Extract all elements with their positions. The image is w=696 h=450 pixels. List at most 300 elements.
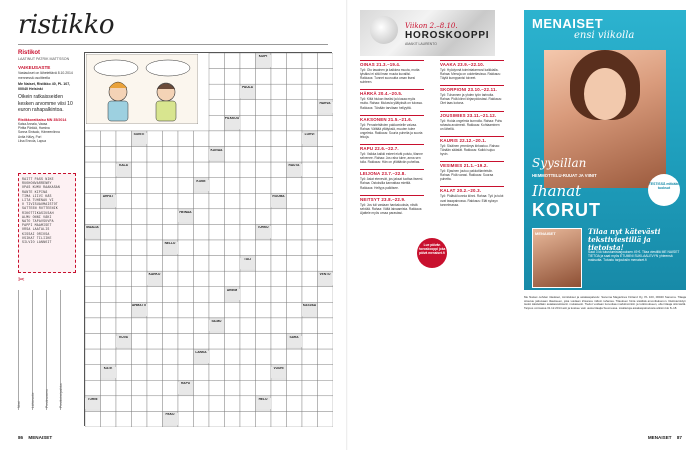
grid-cell[interactable] <box>302 69 318 85</box>
grid-cell[interactable] <box>256 240 272 256</box>
grid-cell[interactable] <box>271 349 287 365</box>
grid-cell[interactable] <box>287 411 303 427</box>
grid-cell[interactable] <box>302 115 318 131</box>
grid-cell[interactable] <box>116 209 132 225</box>
grid-cell[interactable] <box>271 115 287 131</box>
grid-cell[interactable] <box>256 380 272 396</box>
grid-cell[interactable] <box>132 256 148 272</box>
grid-cell[interactable] <box>240 240 256 256</box>
grid-cell[interactable] <box>318 318 334 334</box>
grid-cell[interactable] <box>287 209 303 225</box>
grid-cell[interactable] <box>147 380 163 396</box>
grid-cell[interactable] <box>209 334 225 350</box>
grid-cell[interactable] <box>256 178 272 194</box>
grid-cell[interactable] <box>178 349 194 365</box>
grid-cell[interactable] <box>116 178 132 194</box>
grid-cell[interactable] <box>287 287 303 303</box>
grid-cell[interactable] <box>147 318 163 334</box>
grid-cell[interactable] <box>256 334 272 350</box>
grid-cell[interactable] <box>101 178 117 194</box>
grid-cell[interactable] <box>178 302 194 318</box>
grid-cell[interactable] <box>116 271 132 287</box>
grid-cell[interactable] <box>256 193 272 209</box>
grid-cell[interactable] <box>287 115 303 131</box>
grid-cell[interactable] <box>116 396 132 412</box>
grid-cell[interactable] <box>101 271 117 287</box>
grid-cell[interactable] <box>209 365 225 381</box>
grid-cell[interactable] <box>147 131 163 147</box>
grid-cell[interactable] <box>256 302 272 318</box>
grid-cell[interactable] <box>132 411 148 427</box>
grid-cell[interactable] <box>194 396 210 412</box>
grid-cell[interactable] <box>209 100 225 116</box>
grid-cell[interactable] <box>318 365 334 381</box>
grid-cell[interactable] <box>209 224 225 240</box>
grid-cell[interactable] <box>225 131 241 147</box>
grid-cell[interactable] <box>178 131 194 147</box>
grid-cell[interactable] <box>240 193 256 209</box>
form-field[interactable] <box>60 290 68 410</box>
grid-cell[interactable] <box>194 131 210 147</box>
grid-cell[interactable] <box>209 209 225 225</box>
grid-cell[interactable] <box>256 131 272 147</box>
grid-cell[interactable] <box>163 271 179 287</box>
grid-cell[interactable] <box>147 287 163 303</box>
grid-cell[interactable] <box>194 287 210 303</box>
grid-cell[interactable] <box>240 334 256 350</box>
grid-cell[interactable] <box>240 147 256 163</box>
grid-cell[interactable] <box>116 318 132 334</box>
grid-cell[interactable] <box>101 224 117 240</box>
grid-cell[interactable] <box>271 224 287 240</box>
grid-cell[interactable] <box>256 411 272 427</box>
grid-cell[interactable] <box>101 396 117 412</box>
grid-cell[interactable] <box>271 256 287 272</box>
grid-cell[interactable] <box>178 256 194 272</box>
grid-cell[interactable] <box>101 411 117 427</box>
grid-cell[interactable] <box>194 256 210 272</box>
grid-cell[interactable] <box>147 224 163 240</box>
grid-cell[interactable] <box>116 365 132 381</box>
grid-cell[interactable] <box>225 302 241 318</box>
grid-cell[interactable] <box>318 224 334 240</box>
grid-cell[interactable] <box>147 178 163 194</box>
grid-cell[interactable] <box>318 209 334 225</box>
grid-cell[interactable] <box>225 349 241 365</box>
grid-cell[interactable] <box>209 302 225 318</box>
grid-cell[interactable] <box>287 349 303 365</box>
grid-cell[interactable] <box>287 302 303 318</box>
grid-cell[interactable] <box>147 411 163 427</box>
grid-cell[interactable] <box>178 411 194 427</box>
grid-cell[interactable] <box>271 53 287 69</box>
grid-cell[interactable] <box>116 193 132 209</box>
grid-cell[interactable] <box>240 209 256 225</box>
grid-cell[interactable] <box>163 209 179 225</box>
grid-cell[interactable] <box>85 193 101 209</box>
grid-cell[interactable] <box>302 178 318 194</box>
grid-cell[interactable] <box>194 240 210 256</box>
grid-cell[interactable] <box>178 334 194 350</box>
grid-cell[interactable] <box>240 380 256 396</box>
grid-cell[interactable] <box>318 396 334 412</box>
grid-cell[interactable] <box>132 224 148 240</box>
grid-cell[interactable] <box>302 193 318 209</box>
grid-cell[interactable] <box>101 240 117 256</box>
grid-cell[interactable] <box>178 224 194 240</box>
grid-cell[interactable] <box>132 209 148 225</box>
grid-cell[interactable] <box>163 193 179 209</box>
grid-cell[interactable] <box>101 209 117 225</box>
grid-cell[interactable] <box>209 271 225 287</box>
grid-cell[interactable] <box>85 271 101 287</box>
grid-cell[interactable] <box>194 365 210 381</box>
grid-cell[interactable] <box>209 256 225 272</box>
grid-cell[interactable] <box>101 302 117 318</box>
grid-cell[interactable] <box>85 178 101 194</box>
grid-cell[interactable] <box>287 69 303 85</box>
grid-cell[interactable] <box>209 349 225 365</box>
grid-cell[interactable] <box>163 396 179 412</box>
grid-cell[interactable] <box>132 318 148 334</box>
grid-cell[interactable] <box>194 224 210 240</box>
grid-cell[interactable] <box>209 162 225 178</box>
grid-cell[interactable] <box>163 334 179 350</box>
grid-cell[interactable] <box>101 256 117 272</box>
grid-cell[interactable] <box>225 69 241 85</box>
grid-cell[interactable] <box>318 240 334 256</box>
grid-cell[interactable] <box>271 380 287 396</box>
grid-cell[interactable] <box>256 115 272 131</box>
grid-cell[interactable] <box>240 365 256 381</box>
grid-cell[interactable] <box>318 302 334 318</box>
grid-cell[interactable] <box>318 193 334 209</box>
grid-cell[interactable] <box>116 380 132 396</box>
grid-cell[interactable] <box>302 334 318 350</box>
grid-cell[interactable] <box>178 147 194 163</box>
grid-cell[interactable] <box>302 380 318 396</box>
grid-cell[interactable] <box>178 365 194 381</box>
grid-cell[interactable] <box>147 396 163 412</box>
grid-cell[interactable] <box>101 162 117 178</box>
grid-cell[interactable] <box>178 318 194 334</box>
grid-cell[interactable] <box>225 318 241 334</box>
grid-cell[interactable] <box>302 271 318 287</box>
grid-cell[interactable] <box>287 365 303 381</box>
grid-cell[interactable] <box>318 411 334 427</box>
grid-cell[interactable] <box>318 380 334 396</box>
grid-cell[interactable] <box>132 396 148 412</box>
grid-cell[interactable] <box>147 349 163 365</box>
grid-cell[interactable] <box>225 256 241 272</box>
horoscope-promo-badge[interactable]: Lue päivän horoskooppi joka päivä menaiset.fi <box>417 238 447 268</box>
grid-cell[interactable] <box>256 162 272 178</box>
grid-cell[interactable] <box>318 69 334 85</box>
grid-cell[interactable] <box>240 69 256 85</box>
grid-cell[interactable] <box>256 318 272 334</box>
magazine-ad[interactable] <box>524 10 686 290</box>
grid-cell[interactable] <box>132 147 148 163</box>
grid-cell[interactable] <box>302 349 318 365</box>
grid-cell[interactable] <box>287 240 303 256</box>
grid-cell[interactable] <box>194 411 210 427</box>
grid-cell[interactable] <box>132 240 148 256</box>
grid-cell[interactable] <box>225 380 241 396</box>
grid-cell[interactable] <box>116 131 132 147</box>
grid-cell[interactable] <box>209 131 225 147</box>
grid-cell[interactable] <box>178 271 194 287</box>
grid-cell[interactable] <box>318 115 334 131</box>
grid-cell[interactable] <box>147 209 163 225</box>
form-field[interactable] <box>32 290 40 410</box>
grid-cell[interactable] <box>318 147 334 163</box>
grid-cell[interactable] <box>302 318 318 334</box>
grid-cell[interactable] <box>85 147 101 163</box>
grid-cell[interactable] <box>132 193 148 209</box>
grid-cell[interactable] <box>225 147 241 163</box>
grid-cell[interactable] <box>132 380 148 396</box>
grid-cell[interactable] <box>194 302 210 318</box>
grid-cell[interactable] <box>240 287 256 303</box>
grid-cell[interactable] <box>194 334 210 350</box>
grid-cell[interactable] <box>85 380 101 396</box>
grid-cell[interactable] <box>132 162 148 178</box>
grid-cell[interactable] <box>85 365 101 381</box>
grid-cell[interactable] <box>132 287 148 303</box>
grid-cell[interactable] <box>271 209 287 225</box>
grid-cell[interactable] <box>302 147 318 163</box>
grid-cell[interactable] <box>302 84 318 100</box>
grid-cell[interactable] <box>271 271 287 287</box>
grid-cell[interactable] <box>163 178 179 194</box>
grid-cell[interactable] <box>318 131 334 147</box>
grid-cell[interactable] <box>101 380 117 396</box>
grid-cell[interactable] <box>302 53 318 69</box>
grid-cell[interactable] <box>318 53 334 69</box>
grid-cell[interactable] <box>256 100 272 116</box>
grid-cell[interactable] <box>240 162 256 178</box>
grid-cell[interactable] <box>101 131 117 147</box>
grid-cell[interactable] <box>271 411 287 427</box>
grid-cell[interactable] <box>132 178 148 194</box>
grid-cell[interactable] <box>194 193 210 209</box>
grid-cell[interactable] <box>147 334 163 350</box>
grid-cell[interactable] <box>240 53 256 69</box>
grid-cell[interactable] <box>302 365 318 381</box>
grid-cell[interactable] <box>302 256 318 272</box>
grid-cell[interactable] <box>318 84 334 100</box>
grid-cell[interactable] <box>256 256 272 272</box>
grid-cell[interactable] <box>240 224 256 240</box>
grid-cell[interactable] <box>147 365 163 381</box>
grid-cell[interactable] <box>101 349 117 365</box>
grid-cell[interactable] <box>240 318 256 334</box>
grid-cell[interactable] <box>101 334 117 350</box>
grid-cell[interactable] <box>163 256 179 272</box>
grid-cell[interactable] <box>85 349 101 365</box>
grid-cell[interactable] <box>209 380 225 396</box>
grid-cell[interactable] <box>116 224 132 240</box>
grid-cell[interactable] <box>178 396 194 412</box>
grid-cell[interactable] <box>194 162 210 178</box>
grid-cell[interactable] <box>287 396 303 412</box>
grid-cell[interactable] <box>256 84 272 100</box>
grid-cell[interactable] <box>209 115 225 131</box>
grid-cell[interactable] <box>225 162 241 178</box>
grid-cell[interactable] <box>287 131 303 147</box>
grid-cell[interactable] <box>209 287 225 303</box>
grid-cell[interactable] <box>271 84 287 100</box>
grid-cell[interactable] <box>85 334 101 350</box>
grid-cell[interactable] <box>240 411 256 427</box>
grid-cell[interactable] <box>85 162 101 178</box>
grid-cell[interactable] <box>287 380 303 396</box>
grid-cell[interactable] <box>318 334 334 350</box>
grid-cell[interactable] <box>225 209 241 225</box>
grid-cell[interactable] <box>209 69 225 85</box>
grid-cell[interactable] <box>209 84 225 100</box>
grid-cell[interactable] <box>178 240 194 256</box>
grid-cell[interactable] <box>147 302 163 318</box>
grid-cell[interactable] <box>147 256 163 272</box>
grid-cell[interactable] <box>287 84 303 100</box>
grid-cell[interactable] <box>318 162 334 178</box>
grid-cell[interactable] <box>163 287 179 303</box>
grid-cell[interactable] <box>163 147 179 163</box>
grid-cell[interactable] <box>178 178 194 194</box>
grid-cell[interactable] <box>147 240 163 256</box>
grid-cell[interactable] <box>85 411 101 427</box>
grid-cell[interactable] <box>318 349 334 365</box>
grid-cell[interactable] <box>240 115 256 131</box>
grid-cell[interactable] <box>225 396 241 412</box>
grid-cell[interactable] <box>256 271 272 287</box>
grid-cell[interactable] <box>147 147 163 163</box>
grid-cell[interactable] <box>302 100 318 116</box>
grid-cell[interactable] <box>209 193 225 209</box>
grid-cell[interactable] <box>209 178 225 194</box>
grid-cell[interactable] <box>225 365 241 381</box>
grid-cell[interactable] <box>302 287 318 303</box>
grid-cell[interactable] <box>240 178 256 194</box>
grid-cell[interactable] <box>256 147 272 163</box>
form-field[interactable] <box>18 290 26 410</box>
grid-cell[interactable] <box>302 224 318 240</box>
grid-cell[interactable] <box>101 147 117 163</box>
grid-cell[interactable] <box>318 256 334 272</box>
grid-cell[interactable] <box>318 287 334 303</box>
grid-cell[interactable] <box>194 318 210 334</box>
grid-cell[interactable] <box>163 224 179 240</box>
grid-cell[interactable] <box>287 53 303 69</box>
grid-cell[interactable] <box>194 271 210 287</box>
grid-cell[interactable] <box>225 224 241 240</box>
grid-cell[interactable] <box>163 318 179 334</box>
grid-cell[interactable] <box>302 411 318 427</box>
grid-cell[interactable] <box>209 53 225 69</box>
grid-cell[interactable] <box>163 349 179 365</box>
grid-cell[interactable] <box>85 318 101 334</box>
grid-cell[interactable] <box>225 53 241 69</box>
grid-cell[interactable] <box>240 396 256 412</box>
grid-cell[interactable] <box>240 100 256 116</box>
grid-cell[interactable] <box>256 69 272 85</box>
grid-cell[interactable] <box>271 178 287 194</box>
grid-cell[interactable] <box>302 209 318 225</box>
grid-cell[interactable] <box>240 302 256 318</box>
grid-cell[interactable] <box>271 131 287 147</box>
grid-cell[interactable] <box>256 365 272 381</box>
grid-cell[interactable] <box>85 302 101 318</box>
grid-cell[interactable] <box>116 302 132 318</box>
grid-cell[interactable] <box>271 396 287 412</box>
grid-cell[interactable] <box>287 271 303 287</box>
grid-cell[interactable] <box>287 178 303 194</box>
grid-cell[interactable] <box>240 349 256 365</box>
grid-cell[interactable] <box>194 209 210 225</box>
form-field[interactable] <box>46 290 54 410</box>
grid-cell[interactable] <box>318 178 334 194</box>
grid-cell[interactable] <box>116 147 132 163</box>
grid-cell[interactable] <box>132 365 148 381</box>
grid-cell[interactable] <box>116 256 132 272</box>
grid-cell[interactable] <box>85 240 101 256</box>
grid-cell[interactable] <box>116 287 132 303</box>
grid-cell[interactable] <box>85 209 101 225</box>
grid-cell[interactable] <box>101 287 117 303</box>
grid-cell[interactable] <box>209 396 225 412</box>
grid-cell[interactable] <box>147 193 163 209</box>
grid-cell[interactable] <box>163 302 179 318</box>
grid-cell[interactable] <box>85 287 101 303</box>
grid-cell[interactable] <box>163 131 179 147</box>
grid-cell[interactable] <box>225 84 241 100</box>
grid-cell[interactable] <box>225 334 241 350</box>
grid-cell[interactable] <box>271 162 287 178</box>
grid-cell[interactable] <box>194 380 210 396</box>
grid-cell[interactable] <box>225 411 241 427</box>
grid-cell[interactable] <box>178 287 194 303</box>
grid-cell[interactable] <box>302 162 318 178</box>
grid-cell[interactable] <box>287 147 303 163</box>
grid-cell[interactable] <box>271 147 287 163</box>
grid-cell[interactable] <box>85 256 101 272</box>
grid-cell[interactable] <box>194 147 210 163</box>
grid-cell[interactable] <box>209 411 225 427</box>
grid-cell[interactable] <box>178 162 194 178</box>
grid-cell[interactable] <box>132 271 148 287</box>
grid-cell[interactable] <box>163 380 179 396</box>
grid-cell[interactable] <box>147 162 163 178</box>
grid-cell[interactable] <box>116 411 132 427</box>
grid-cell[interactable] <box>132 334 148 350</box>
grid-cell[interactable] <box>225 271 241 287</box>
grid-cell[interactable] <box>271 318 287 334</box>
grid-cell[interactable] <box>271 240 287 256</box>
grid-cell[interactable] <box>256 349 272 365</box>
grid-cell[interactable] <box>101 318 117 334</box>
grid-cell[interactable] <box>302 240 318 256</box>
grid-cell[interactable] <box>287 318 303 334</box>
grid-cell[interactable] <box>132 349 148 365</box>
grid-cell[interactable] <box>287 100 303 116</box>
grid-cell[interactable] <box>256 209 272 225</box>
grid-cell[interactable] <box>163 365 179 381</box>
grid-cell[interactable] <box>287 256 303 272</box>
grid-cell[interactable] <box>256 287 272 303</box>
grid-cell[interactable] <box>271 334 287 350</box>
grid-cell[interactable] <box>287 224 303 240</box>
